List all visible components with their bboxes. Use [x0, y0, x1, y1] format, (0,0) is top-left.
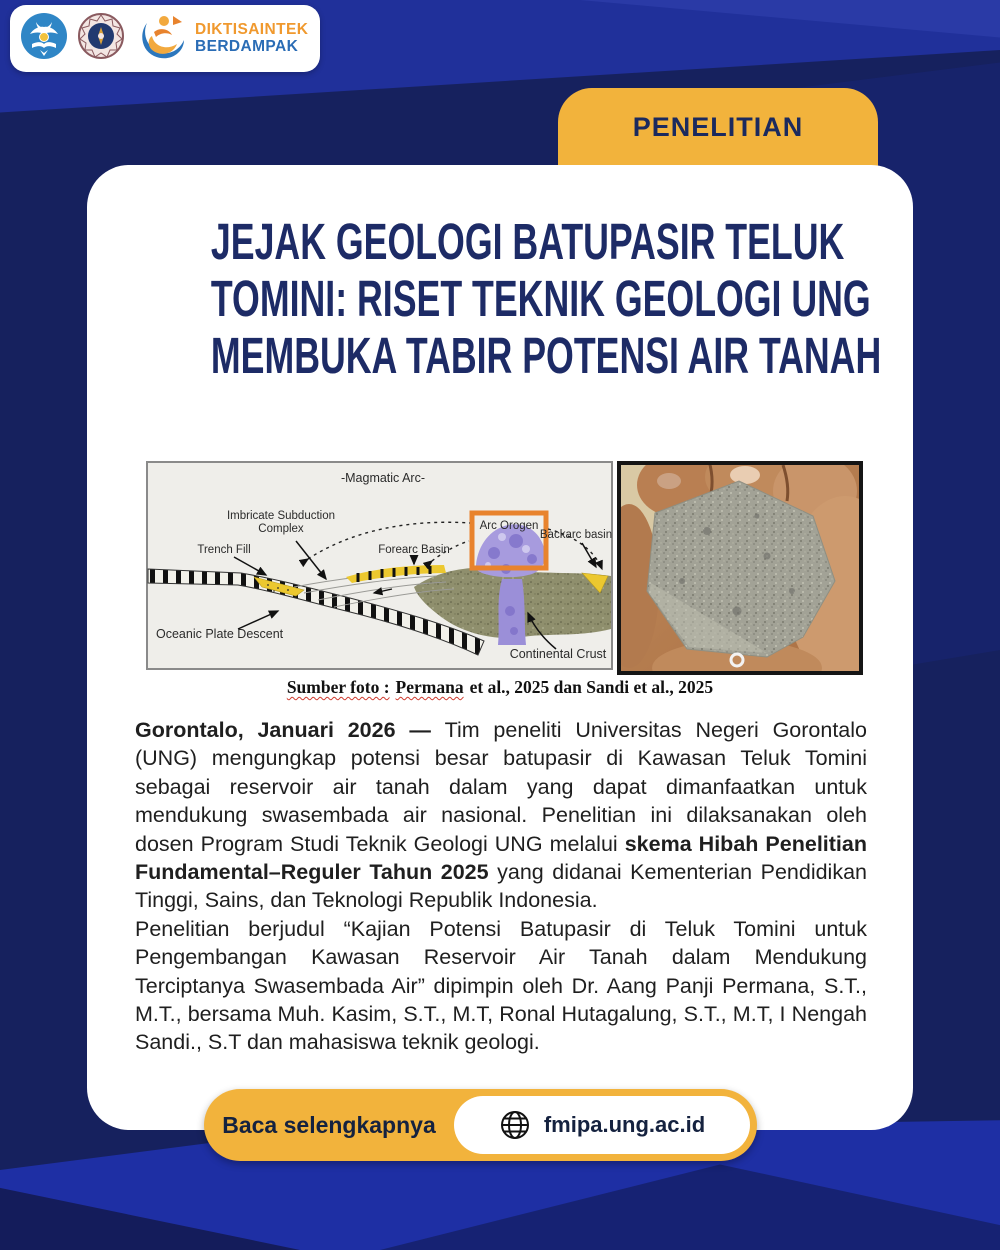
figure-row — [146, 461, 863, 675]
page-title — [87, 213, 913, 384]
diagram-label-continental-crust: Continental Crust — [509, 647, 607, 661]
paragraph-2: Penelitian berjudul “Kajian Potensi Batupasir di Teluk Tomini untuk Pengembangan Kawasan Reservoir Air Tanah dalam Mendukung Terciptanya Swasembada Air” dipimpin oleh Dr. Aang Panji Permana, S.T., M.T., bersama Muh. Kasim, S.T., M.T, Ronal Hutagalung, S.T., M.T, I Nengah Sandi., S.T dan mahasiswa teknik geologi. — [135, 916, 867, 1055]
title-line-1: JEJAK GEOLOGI BATUPASIR TELUK — [210, 213, 845, 270]
logo-pill — [10, 5, 320, 72]
diagram-label-magmatic-arc: -Magmatic Arc- — [340, 471, 426, 485]
title-line-2: TOMINI: RISET TEKNIK GEOLOGI UNG — [210, 270, 871, 327]
diagram-label-imbricate-1: Imbricate Subduction — [226, 510, 336, 522]
ung-logo — [77, 12, 125, 65]
diktisaintek-logo — [134, 10, 186, 67]
diagram-label-arc-orogen: Arc Orogen — [479, 520, 539, 532]
caption-source: Permana — [395, 677, 464, 697]
website-url: fmipa.ung.ac.id — [543, 1112, 706, 1137]
diagram-label-imbricate-2: Complex — [258, 523, 304, 535]
diagram-label-oceanic-plate: Oceanic Plate Descent — [156, 627, 284, 641]
caption-label: Sumber foto : — [286, 677, 390, 697]
diktisaintek-wordmark — [195, 22, 308, 54]
diktisaintek-word-top: DIKTISAINTEK — [195, 21, 309, 39]
caption-rest: et al., 2025 dan Sandi et al., 2025 — [469, 677, 714, 697]
subduction-diagram — [146, 461, 613, 670]
website-link[interactable] — [454, 1096, 750, 1154]
title-line-3: MEMBUKA TABIR POTENSI AIR TANAH — [210, 327, 882, 384]
category-badge-label: PENELITIAN — [632, 112, 804, 142]
sandstone-photo — [617, 461, 863, 675]
diagram-label-forearc-basin: Forearc Basin — [378, 544, 450, 556]
article-card — [87, 165, 913, 1130]
diktisaintek-word-bottom: BERDAMPAK — [195, 37, 299, 55]
paragraph-1: Gorontalo, Januari 2026 — Tim peneliti Universitas Negeri Gorontalo (UNG) mengungkap potensi besar batupasir di Kawasan Teluk Tomini sebagai reservoir air tanah dalam yang dapat dimanfaatkan untuk mendukung swasembada air nasional. Penelitian ini dilaksanakan oleh dosen Program Studi Teknik Geologi UNG melalui skema Hibah Penelitian Fundamental–Reguler Tahun 2025 yang didanai Kementerian Pendidikan Tinggi, Sains, dan Teknologi Republik Indonesia. — [135, 718, 867, 913]
article-body — [135, 716, 867, 1057]
diagram-label-backarc-basin: Backarc basin — [539, 529, 613, 541]
kemendikbud-logo — [20, 12, 68, 65]
read-more-label: Baca selengkapnya — [222, 1111, 436, 1138]
photo-caption — [87, 677, 913, 698]
read-more-button[interactable] — [204, 1089, 757, 1161]
diagram-label-trench-fill: Trench Fill — [197, 544, 251, 556]
globe-icon — [499, 1109, 531, 1141]
